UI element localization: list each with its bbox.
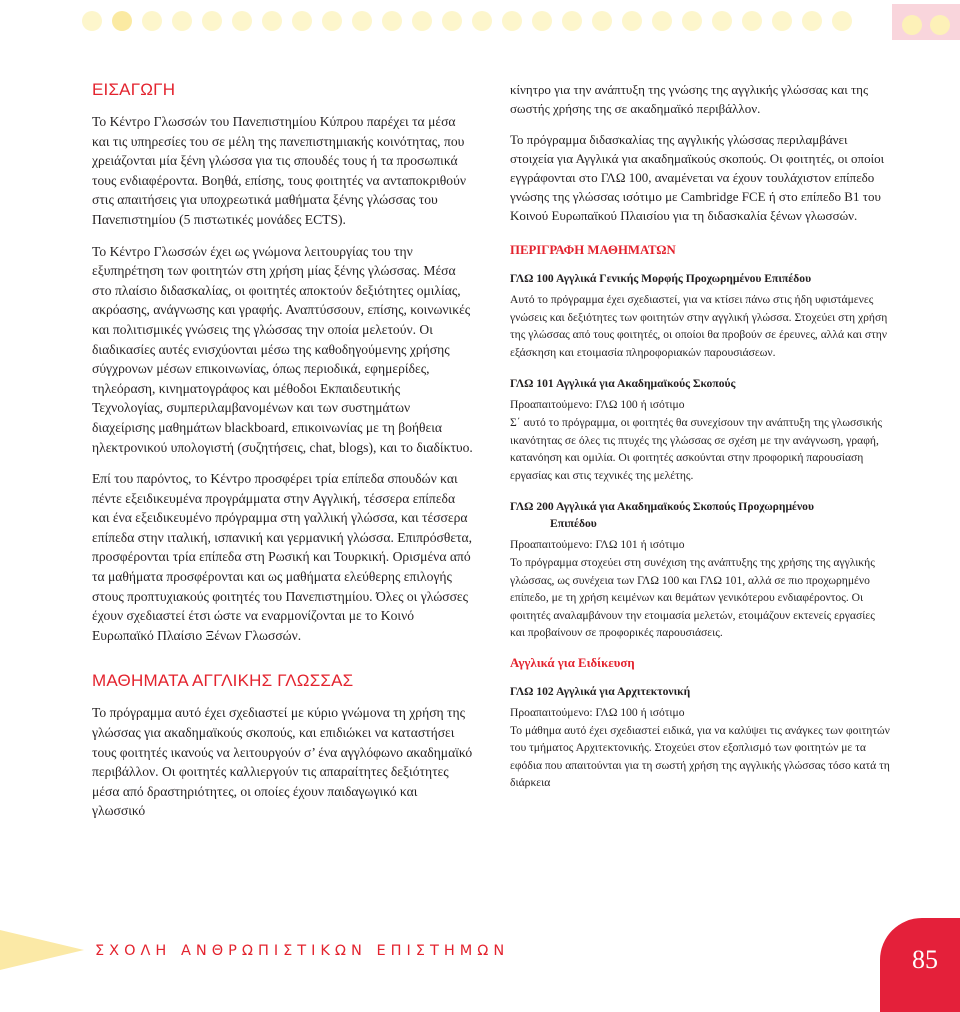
- decorative-dot: [82, 11, 102, 31]
- intro-paragraph-2: Το Κέντρο Γλωσσών έχει ως γνώμονα λειτουργίας του την εξυπηρέτηση των φοιτητών στη χρήση μίας ξένης γλώσσας. Μέσα στο πλαίσιο διδασκαλίας, οι φοιτητές αποκτούν δεξιότητες ομιλίας, ακρόασης, ανάγνωσης και γραφής. Αναπτύσσουν, επίσης, κοινωνικές και πολιτισμικές γνώσεις της γλώσσας την οποία μελετούν. Οι διαδικασίες αυτές ενισχύονται μέσω της καθοδηγούμενης χρήσης σύγχρονων μέσων επικοινωνίας, όπως περιοδικά, εφημερίδες, τηλεόραση, κινηματογράφος και μέθοδοι Εκπαιδευτικής Τεχνολογίας, συμπεριλαμβανομένων και των συστημάτων διαχείρισης μαθημάτων blackboard, επικοινωνίας με τη βοήθεια ηλεκτρονικού υπολογιστή (συζητήσεις, chat, blogs), και το διαδίκτυο.: [92, 243, 473, 455]
- section-heading-english-courses: ΜΑΘΗΜΑΤΑ ΑΓΓΛΙΚΗΣ ΓΛΩΣΣΑΣ: [92, 671, 354, 691]
- course-block-glo102: [510, 704, 890, 792]
- course-title-glo100: ΓΛΩ 100 Αγγλικά Γενικής Μορφής Προχωρημένου Επιπέδου: [510, 272, 812, 285]
- decorative-dot: [232, 11, 252, 31]
- course-title-glo101: ΓΛΩ 101 Αγγλικά για Ακαδημαϊκούς Σκοπούς: [510, 377, 736, 391]
- decorative-dot: [742, 11, 762, 31]
- header-dot-row: [82, 11, 882, 33]
- decorative-dot: [592, 11, 612, 31]
- decorative-dot: [712, 11, 732, 31]
- decorative-dot: [322, 11, 342, 31]
- decorative-dot: [652, 11, 672, 31]
- english-courses-paragraph: Το πρόγραμμα αυτό έχει σχεδιαστεί με κύριο γνώμονα τη χρήση της γλώσσας για ακαδημαϊκούς σκοπούς, και επιδιώκει να καταστήσει τους φοιτητές ικανούς να λειτουργούν σ’ ένα αγγλόφωνο ακαδημαϊκό περιβάλλον. Οι φοιτητές καλλιεργούν τις απαραίτητες δεξιότητες μέσα από δραστηριότητες, οι οποίες έχουν παιδαγωγικό και γλωσσικό: [92, 705, 473, 819]
- decorative-dot: [412, 11, 432, 31]
- course-text-glo200: Το πρόγραμμα στοχεύει στη συνέχιση της ανάπτυξης της χρήσης της αγγλικής γλώσσας, ως συνέχεια των ΓΛΩ 100 και ΓΛΩ 101, αλλά σε πιο προχωρημένο επίπεδο, με τη χρήση κειμένων και θεμάτων γενικότερου ενδιαφέροντος. Οι φοιτητές αναλαμβάνουν την ετοιμασία μελετών, ετοιμάζουν εκτενείς εργασίες και προβαίνουν σε προφορικές παρουσιάσεις.: [510, 555, 875, 640]
- course-prerequisite-glo102: Προαπαιτούμενο: ΓΛΩ 100 ή ισότιμο: [510, 705, 685, 719]
- decorative-dot: [262, 11, 282, 31]
- decorative-dot: [902, 15, 922, 35]
- footer-triangle-decoration: [0, 930, 84, 970]
- decorative-dot: [292, 11, 312, 31]
- footer-school-name: ΣΧΟΛΗ ΑΝΘΡΩΠΙΣΤΙΚΩΝ ΕΠΙΣΤΗΜΩΝ: [95, 943, 510, 959]
- course-title-glo102: ΓΛΩ 102 Αγγλικά για Αρχιτεκτονική: [510, 684, 691, 698]
- intro-paragraph-1: Το Κέντρο Γλωσσών του Πανεπιστημίου Κύπρου παρέχει τα μέσα και τις υπηρεσίες του σε μέλη της πανεπιστημιακής κοινότητας, που χρειάζονται μία ξένη γλώσσα για τις σπουδές τους ή τα προσωπικά τους ενδιαφέροντα. Βοηθά, επίσης, τους φοιτητές να ανταποκριθούν στις απαιτήσεις για υποχρεωτικά μαθήματα ξένης γλώσσας του Πανεπιστημίου (5 πιστωτικές μονάδες ECTS).: [92, 114, 466, 227]
- decorative-dot: [502, 11, 522, 31]
- english-courses-continued: κίνητρο για την ανάπτυξη της γνώσης της αγγλικής γλώσσας και της σωστής χρήσης της σε ακαδημαϊκό περιβάλλον.: [510, 82, 869, 116]
- decorative-dot: [112, 11, 132, 31]
- decorative-dot: [142, 11, 162, 31]
- course-block-glo200: [510, 536, 890, 642]
- decorative-dot: [202, 11, 222, 31]
- decorative-dot: [472, 11, 492, 31]
- decorative-dot: [382, 11, 402, 31]
- decorative-dot: [772, 11, 792, 31]
- page-number: 85: [912, 945, 938, 974]
- decorative-dot: [622, 11, 642, 31]
- decorative-dot: [532, 11, 552, 31]
- course-text-glo102: Το μάθημα αυτό έχει σχεδιαστεί ειδικά, για να καλύψει τις ανάγκες των φοιτητών του τμήματος Αρχιτεκτονικής. Στοχεύει στον εξοπλισμό των φοιτητών με τα εφόδια που απαιτούνται για τη σωστή χρήση της αγγλικής γλώσσας τόσο κατά τη διάρκεια: [510, 723, 890, 790]
- decorative-dot: [352, 11, 372, 31]
- decorative-dot: [562, 11, 582, 31]
- left-column: [92, 80, 474, 833]
- decorative-dot: [930, 15, 950, 35]
- course-text-glo100: Αυτό το πρόγραμμα έχει σχεδιαστεί, για να κτίσει πάνω στις ήδη υφιστάμενες γνώσεις και δεξιότητες των φοιτητών στην αγγλική γλώσσα. Στοχεύει στη χρήση της γλώσσας από τους φοιτητές, οι οποίοι θα προβούν σε έρευνες, αλλά και στην εξάσκηση και ετοιμασία πληροφοριακών παρουσιάσεων.: [510, 293, 888, 359]
- decorative-dot: [442, 11, 462, 31]
- english-program-paragraph: Το πρόγραμμα διδασκαλίας της αγγλικής γλώσσας περιλαμβάνει στοιχεία για Αγγλικά για ακαδημαϊκούς σκοπούς. Οι φοιτητές, οι οποίοι εγγράφονται στο ΓΛΩ 100, αναμένεται να έχουν τουλάχιστον επίπεδο γνώσης της γλώσσας ισότιμο με Cambridge FCE ή στο επίπεδο B1 του Κοινού Ευρωπαϊκού Πλαισίου για τη διδασκαλία ξένων γλωσσών.: [510, 132, 885, 223]
- decorative-dot: [802, 11, 822, 31]
- section-heading-english-specialization: Αγγλικά για Ειδίκευση: [510, 655, 635, 670]
- course-prerequisite-glo200: Προαπαιτούμενο: ΓΛΩ 101 ή ισότιμο: [510, 538, 685, 552]
- course-prerequisite-glo101: Προαπαιτούμενο: ΓΛΩ 100 ή ισότιμο: [510, 398, 685, 412]
- right-column: [510, 80, 890, 806]
- decorative-dot: [832, 11, 852, 31]
- intro-paragraph-3: Επί του παρόντος, το Κέντρο προσφέρει τρία επίπεδα σπουδών και πέντε εξειδικευμένα προγράμματα στην Αγγλική, τέσσερα επίπεδα και ένα εξειδικευμένο πρόγραμμα στη γαλλική γλώσσα, και τέσσερα επίπεδα στην ιταλική, ισπανική και γερμανική γλώσσα. Επιπρόσθετα, προσφέρονται τρία επίπεδα στη Ρωσική και Τουρκική. Ορισμένα από τα μαθήματα προσφέρονται και ως μαθήματα ελεύθερης επιλογής στους προπτυχιακούς φοιτητές του Πανεπιστημίου. Όλες οι γλώσσες έχουν σχεδιαστεί έτσι ώστε να εναρμονίζονται με το Κοινό Ευρωπαϊκό Πλαίσιο Ξένων Γλωσσών.: [92, 471, 473, 643]
- section-heading-course-descriptions: ΠΕΡΙΓΡΑΦΗ ΜΑΘΗΜΑΤΩΝ: [510, 243, 676, 257]
- course-title-glo200-line2: Επιπέδου: [550, 517, 597, 531]
- course-block-glo101: [510, 396, 890, 484]
- course-text-glo101: Σ΄ αυτό το πρόγραμμα, οι φοιτητές θα συνεχίσουν την ανάπτυξη της γλωσσικής ικανότητας σε όλες τις πτυχές της γλώσσας σε σχέση με την ανάγνωση, γραφή, κατανόηση και ομιλία. Οι φοιτητές ασκούνται στην προφορική παρουσίαση εργασίας και στις τεχνικές της μελέτης.: [510, 415, 883, 482]
- section-heading-introduction: ΕΙΣΑΓΩΓΗ: [92, 80, 176, 99]
- course-title-glo200-line1: ΓΛΩ 200 Αγγλικά για Ακαδημαϊκούς Σκοπούς Προχωρημένου: [510, 500, 814, 514]
- corner-decoration: [892, 4, 960, 40]
- decorative-dot: [682, 11, 702, 31]
- decorative-dot: [172, 11, 192, 31]
- course-title-glo200: [510, 498, 890, 532]
